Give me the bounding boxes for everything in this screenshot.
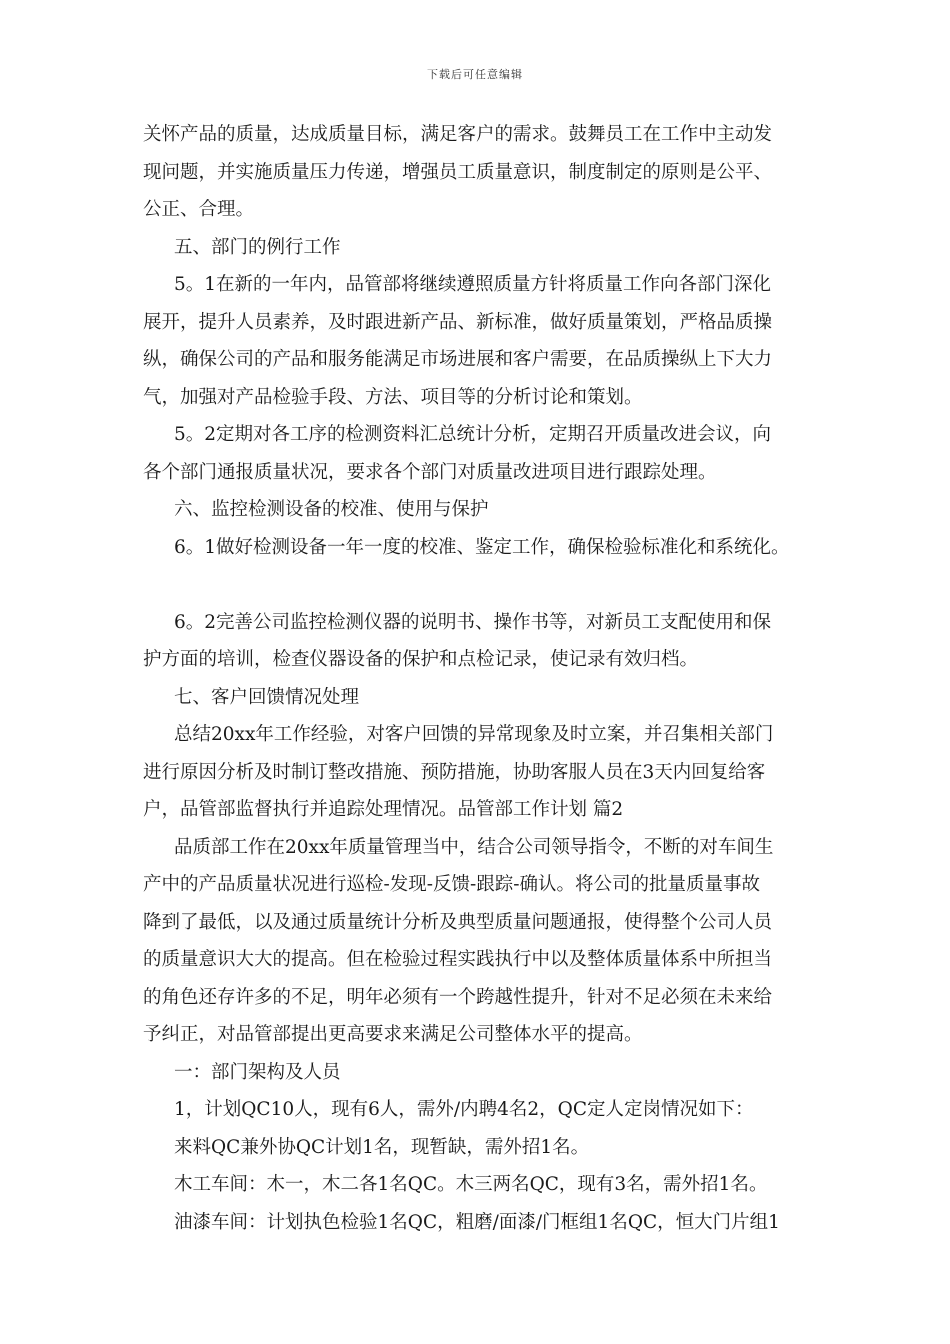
paragraph-line: 护方面的培训，检查仪器设备的保护和点检记录，使记录有效归档。 [143,649,699,670]
paragraph-line: 5。1在新的一年内，品管部将继续遵照质量方针将质量工作向各部门深化 [174,274,772,295]
paragraph-line: 予纠正，对品管部提出更高要求来满足公司整体水平的提高。 [143,1024,643,1045]
section-heading: 七、客户回馈情况处理 [174,686,360,708]
paragraph-line: 产中的产品质量状况进行巡检-发现-反馈-跟踪-确认。将公司的批量质量事故 [143,874,761,895]
paragraph-line: 的质量意识大大的提高。但在检验过程实践执行中以及整体质量体系中所担当 [143,949,773,970]
paragraph-line: 6。1做好检测设备一年一度的校准、鉴定工作，确保检验标准化和系统化。 [174,536,790,558]
section-heading: 六、监控检测设备的校准、使用与保护 [174,499,489,520]
section-heading: 一：部门架构及人员 [174,1061,341,1083]
section-heading: 五、部门的例行工作 [174,236,341,258]
paragraph-line: 的角色还存许多的不足，明年必须有一个跨越性提升，针对不足必须在未来给 [143,986,773,1008]
paragraph-line: 各个部门通报质量状况，要求各个部门对质量改进项目进行跟踪处理。 [143,461,717,483]
paragraph-line: 纵，确保公司的产品和服务能满足市场进展和客户需要，在品质操纵上下大力 [143,349,773,370]
paragraph-line: 气，加强对产品检验手段、方法、项目等的分析讨论和策划。 [143,386,643,408]
paragraph-line: 展开，提升人员素养，及时跟进新产品、新标准，做好质量策划，严格品质操 [143,311,773,333]
paragraph-line: 来料QC兼外协QC计划1名，现暂缺，需外招1名。 [174,1136,590,1158]
document-body [143,116,823,1241]
paragraph-line: 总结20xx年工作经验，对客户回馈的异常现象及时立案，并召集相关部门 [174,724,774,745]
paragraph-line: 进行原因分析及时制订整改措施、预防措施，协助客服人员在3天内回复给客 [143,761,766,783]
paragraph-line: 关怀产品的质量，达成质量目标，满足客户的需求。鼓舞员工在工作中主动发 [143,124,773,145]
paragraph-line: 品质部工作在20xx年质量管理当中，结合公司领导指令，不断的对车间生 [174,836,774,858]
paragraph-line: 公正、合理。 [143,199,255,220]
blank-line [143,566,823,604]
paragraph-line: 油漆车间：计划执色检验1名QC，粗磨/面漆/门框组1名QC，恒大门片组1 [174,1211,780,1233]
paragraph-line: 木工车间：木一，木二各1名QC。木三两名QC，现有3名，需外招1名。 [174,1174,768,1195]
paragraph-line: 5。2定期对各工序的检测资料汇总统计分析，定期召开质量改进会议，向 [174,424,772,445]
paragraph-line: 6。2完善公司监控检测仪器的说明书、操作书等，对新员工支配使用和保 [174,611,772,633]
paragraph-line: 户，品管部监督执行并追踪处理情况。品管部工作计划 篇2 [143,799,624,820]
page-header: 下载后可任意编辑 [427,68,523,81]
paragraph-line: 降到了最低，以及通过质量统计分析及典型质量问题通报，使得整个公司人员 [143,911,773,933]
paragraph-line: 现问题，并实施质量压力传递，增强员工质量意识，制度制定的原则是公平、 [143,161,773,183]
paragraph-line: 1，计划QC10人，现有6人，需外/内聘4名2，QC定人定岗情况如下： [174,1099,754,1120]
